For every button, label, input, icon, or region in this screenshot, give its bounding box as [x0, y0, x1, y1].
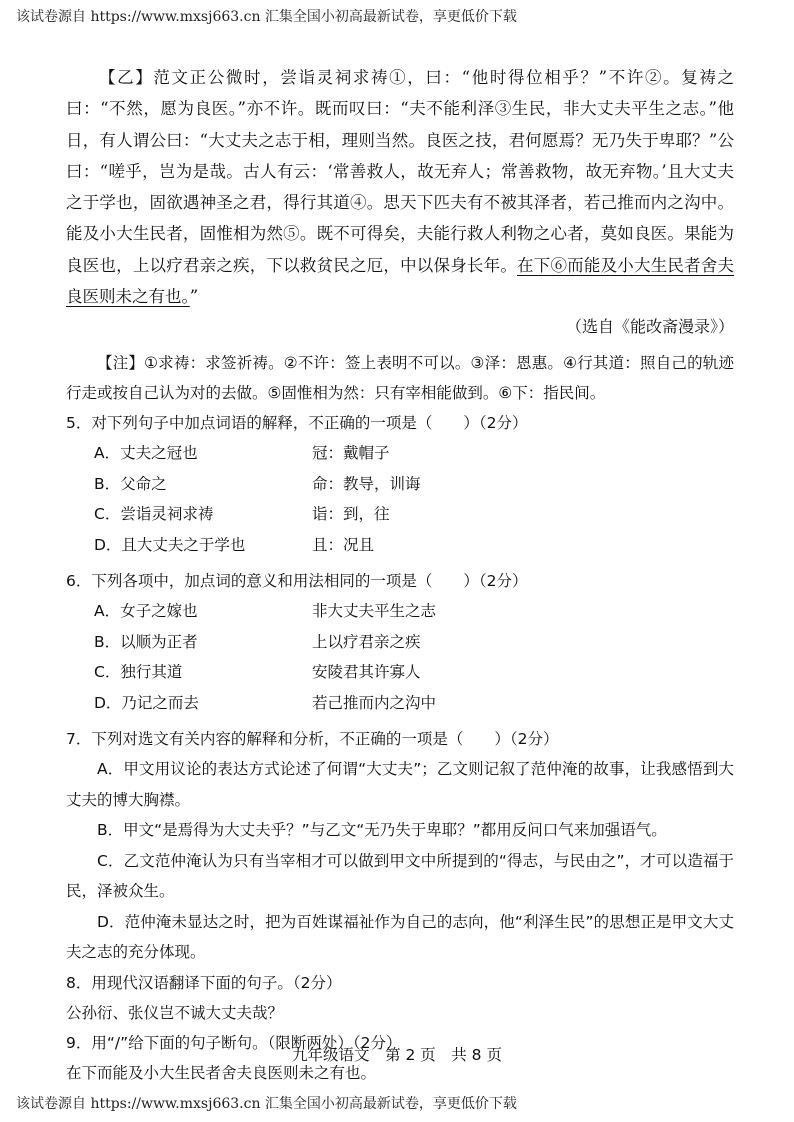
source-banner-top: 该试卷源自 https://www.mxsj663.cn 汇集全国小初高最新试卷，享更低价下载: [16, 9, 517, 25]
question-9-sentence: 在下而能及小大生民者舍夫良医则未之有也。: [66, 1063, 377, 1082]
question-8-sentence: 公孙衍、张仪岂不诚大丈夫哉？: [66, 1003, 284, 1022]
page-content: [66, 62, 734, 1088]
question-6-option: A．女子之嫁也 非大丈夫平生之志: [94, 602, 437, 621]
question-7-option: A．甲文用议论的表达方式论述了何谓“大丈夫”；乙文则记叙了范仲淹的故事，让我感悟到大丈夫的博大胸襟。: [66, 760, 734, 809]
question-5-stem: 5．对下列句子中加点词语的解释，不正确的一项是（ ）（2分）: [66, 414, 528, 433]
question-6-option: C．独行其道 安陵君其许寡人: [94, 663, 421, 682]
question-7-stem: 7．下列对选文有关内容的解释和分析，不正确的一项是（ ）（2分）: [66, 730, 559, 749]
question-7-option: D．范仲淹未显达之时，把为百姓谋福祉作为自己的志向，他“利泽生民”的思想正是甲文大丈夫之志的充分体现。: [66, 912, 734, 962]
question-5-option: C．尝诣灵祠求祷 诣：到，往: [94, 505, 390, 524]
question-9-stem: 9．用“/”给下面的句子断句。（限断两处）（2分）: [66, 1033, 402, 1052]
question-7-option: C．乙文范仲淹认为只有当宰相才可以做到甲文中所提到的“得志，与民由之”，才可以造福于民，泽被众生。: [66, 851, 734, 901]
page-footer: 九年级语文 第 2 页 共 8 页: [292, 1046, 502, 1064]
annotation-note: 【注】①求祷：求签祈祷。②不许：签上表明不可以。③泽：恩惠。④行其道：照自己的轨迹行走或按自己认为对的去做。⑤固惟相为然：只有宰相能做到。⑥下：指民间。: [66, 354, 734, 403]
question-6-option: D．乃记之而去 若己推而内之沟中: [94, 693, 437, 712]
question-7-option: B．甲文“是焉得为大丈夫乎？”与乙文“无乃失于卑耶？”都用反问口气来加强语气。: [97, 821, 667, 840]
question-6-stem: 6．下列各项中，加点词的意义和用法相同的一项是（ ）（2分）: [66, 572, 528, 591]
question-8-stem: 8．用现代汉语翻译下面的句子。（2分）: [66, 973, 342, 992]
question-5-option: B．父命之 命：教导，训诲: [94, 474, 421, 493]
question-5-option: D．且大丈夫之于学也 且：况且: [94, 535, 375, 554]
question-6-option: B．以顺为正者 上以疗君亲之疾: [94, 632, 421, 651]
source-banner-bottom: 该试卷源自 https://www.mxsj663.cn 汇集全国小初高最新试卷，享更低价下载: [16, 1096, 517, 1112]
passage-underlined-sentence: 在下⑥而能及小大生民者舍夫良医则未之有也。: [66, 255, 735, 307]
question-5-option: A．丈夫之冠也 冠：戴帽子: [94, 444, 390, 463]
passage-closing-quote: ”: [189, 287, 199, 307]
passage-body: 【乙】范文正公微时，尝诣灵祠求祷①，曰：“他时得位相乎？”不许②。复祷之曰：“不然，愿为良医。”亦不许。既而叹曰：“夫不能利泽③生民，非大丈夫平生之志。”他日，有人谓公曰：“大丈夫之志于相，理则当然。良医之技，君何愿焉？无乃失于卑耶？”公曰：“嗟乎，岂为是哉。古人有云：‘常善救人，故无弃人；常善救物，故无弃物。’且大丈夫之于学也，固欲遇神圣之君，得行其道④。思天下匹夫有不被其泽者，若己推而内之沟中。能及小大生民者，固惟相为然⑤。既不可得矣，夫能行救人利物之心者，莫如良医。果能为良医也，上以疗君亲之疾，下以救贫民之厄，中以保身长年。: [66, 68, 734, 275]
classical-passage: [66, 62, 734, 312]
passage-source: （选自《能改斋漫录》）: [565, 317, 734, 337]
